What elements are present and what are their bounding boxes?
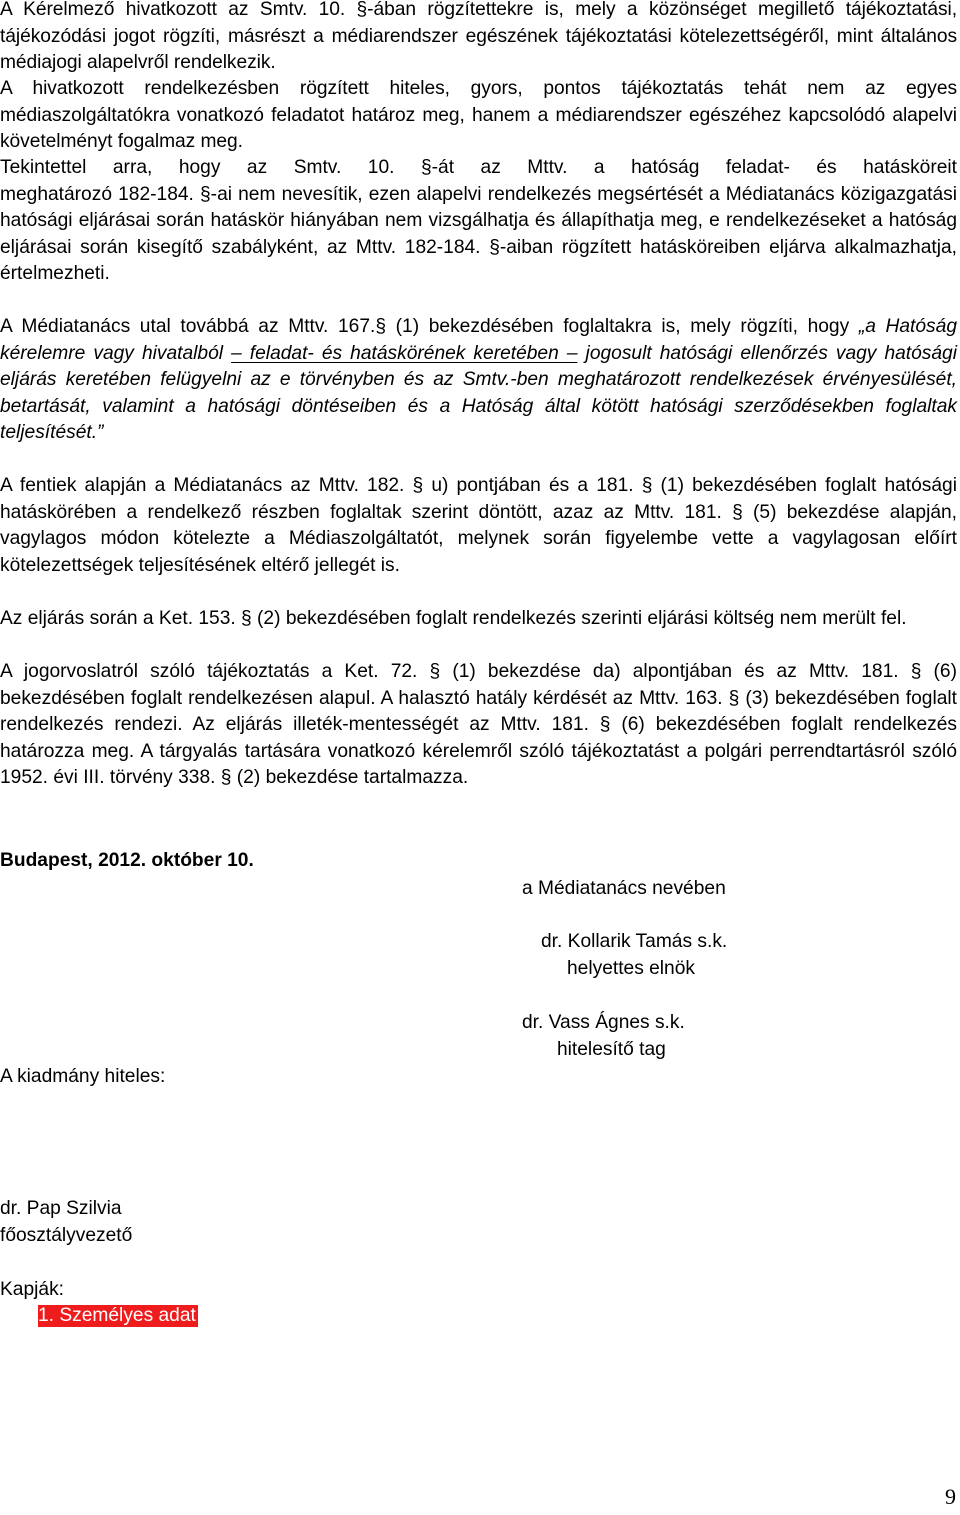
signer-1-name: dr. Kollarik Tamás s.k. bbox=[541, 931, 728, 952]
redacted-personal-data: 1. Személyes adat bbox=[38, 1305, 196, 1326]
signer-2-title: hitelesítő tag bbox=[557, 1039, 666, 1060]
quote-part-2: jogosult hatósági ellenőrzés vagy hatósági eljárás keretében felügyelni az e törvényben és az Smtv.-ben meghatározott rendelkezések érvényesülését, betartását, valamint a hatósági döntéseiben és a Hatóság által kötött hatósági szerződésekben foglaltak teljesítését.” bbox=[0, 342, 957, 443]
quote-part-1: „a Hatóság kérelemre vagy hivatalból bbox=[0, 316, 957, 364]
paragraph-mttv-167-intro: A Médiatanács utal továbbá az Mttv. 167.§ (1) bekezdésében foglaltakra is, mely rögzíti, hogy bbox=[0, 316, 859, 337]
copy-authentic-label: A kiadmány hiteles: bbox=[0, 1066, 166, 1087]
paragraph-competence bbox=[0, 155, 957, 288]
signer-1-title: helyettes elnök bbox=[567, 958, 695, 979]
page-number: 9 bbox=[945, 1484, 956, 1509]
paragraph-legal-remedy: A jogorvoslatról szóló tájékoztatás a Ket. 72. § (1) bekezdése da) alpontjában és az Mttv. 181. § (6) bekezdésében foglalt rendelkezésen alapul. A halasztó hatály kérdését az Mttv. 163. § (3) bekezdésében foglalt rendelkezés rendezi. Az eljárás illeték-mentességét az Mttv. 181. § (6) bekezdésében foglalt rendelkezés határozza meg. A tárgyalás tartására vonatkozó kérelemről szóló tájékoztatást a polgári perrendtartásról szóló 1952. évi III. törvény 338. § (2) bekezdése tartalmazza. bbox=[0, 661, 957, 788]
paragraph-decision: A fentiek alapján a Médiatanács az Mttv. 182. § u) pontjában és a 181. § (1) bekezdésében foglalt hatósági hatáskörében a rendelkező részben foglaltak szerint döntött, azaz az Mttv. 181. § (5) bekezdése alapján, vagylagos módon kötelezte a Médiaszolgáltatót, melynek során figyelembe vette a vagylagosan előírt kötelezettségek teljesítésének eltérő jellegét is. bbox=[0, 475, 957, 576]
paragraph-mttv-167 bbox=[0, 314, 957, 447]
recipient-item-1 bbox=[38, 1303, 198, 1330]
quote-underlined: – feladat- és hatáskörének keretében – bbox=[231, 342, 578, 364]
paragraph-competence-rest: meghatározó 182-184. §-ai nem nevesítik, ezen alapelvi rendelkezés megsértését a Médiatanács közigazgatási hatósági eljárásai során hatáskör hiányában nem vizsgálhatja és állapíthatja meg, e rendelkezéseket a hatóság eljárásai során kisegítő szabályként, az Mttv. 182-184. §-aiban rögzített hatásköreiben eljárva alkalmazhatja, értelmezheti. bbox=[0, 183, 957, 284]
paragraph-costs: Az eljárás során a Ket. 153. § (2) bekezdésében foglalt rendelkezés szerinti eljárási költség nem merült fel. bbox=[0, 608, 907, 629]
signer-2-name: dr. Vass Ágnes s.k. bbox=[522, 1012, 685, 1033]
place-and-date: Budapest, 2012. október 10. bbox=[0, 850, 254, 871]
recipients-label: Kapják: bbox=[0, 1279, 64, 1300]
on-behalf-of: a Médiatanács nevében bbox=[522, 878, 726, 899]
paragraph-reliable-information: A hivatkozott rendelkezésben rögzített hiteles, gyors, pontos tájékoztatás tehát nem az egyes médiaszolgáltatókra vonatkozó feladatot határoz meg, hanem a médiarendszer egészéhez kapcsolódó alapelvi követelményt fogalmaz meg. bbox=[0, 78, 957, 152]
signer-3-title: főosztályvezető bbox=[0, 1225, 133, 1246]
signer-3-name: dr. Pap Szilvia bbox=[0, 1198, 122, 1219]
paragraph-competence-line-1: Tekintettel arra, hogy az Smtv. 10. §-át az Mttv. a hatóság feladat- és hatásköreit bbox=[0, 157, 957, 178]
paragraph-smtv-10: A Kérelmező hivatkozott az Smtv. 10. §-ában rögzítettekre is, mely a közönséget megillető tájékoztatási, tájékozódási jogot rögzíti, másrészt a médiarendszer egészének tájékoztatási kötelezettségéről, mint általános médiajogi alapelvről rendelkezik. bbox=[0, 0, 957, 73]
